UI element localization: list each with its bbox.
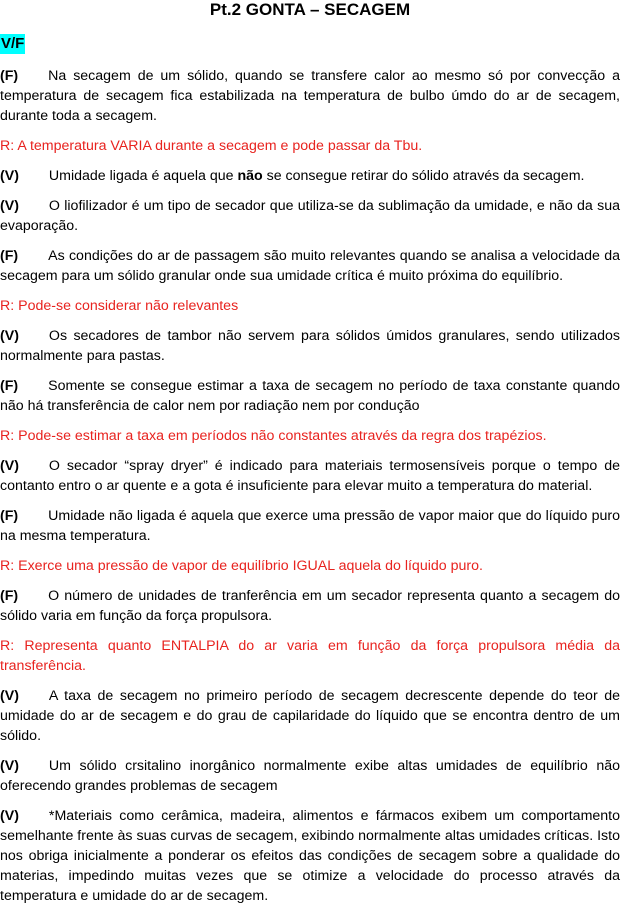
statement-4 xyxy=(0,246,620,286)
statement-mark: (F) xyxy=(0,248,19,264)
statement-8 xyxy=(0,506,620,546)
statement-mark: (V) xyxy=(0,688,19,704)
statement-text: Umidade não ligada é aquela que exerce uma pressão de vapor maior que do líquido puro na mesma temperatura. xyxy=(0,508,620,544)
statement-6 xyxy=(0,376,620,416)
statement-text: Na secagem de um sólido, quando se transfere calor ao mesmo só por convecção a temperatura de secagem fica estabilizada na temperatura de bulbo úmdo do ar de secagem, durante toda a secagem. xyxy=(0,68,620,124)
statement-text-before: Umidade ligada é aquela que xyxy=(48,168,238,184)
statement-mark: (F) xyxy=(0,508,19,524)
page-title: Pt.2 GONTA – SECAGEM xyxy=(209,0,411,19)
statement-mark: (V) xyxy=(0,458,19,474)
statement-text: O secador “spray dryer” é indicado para materiais termosensíveis porque o tempo de contanto entro o ar quente e a gota é insuficiente para elevar muito a temperatura do material. xyxy=(0,458,620,494)
answer-8: R: Exerce uma pressão de vapor de equilíbrio IGUAL aquela do líquido puro. xyxy=(0,558,483,574)
answer-6: R: Pode-se estimar a taxa em períodos não constantes através da regra dos trapézios. xyxy=(0,428,547,444)
answer-4: R: Pode-se considerar não relevantes xyxy=(0,298,239,314)
statement-3 xyxy=(0,196,620,236)
statement-text: Somente se consegue estimar a taxa de secagem no período de taxa constante quando não há transferência de calor nem por radiação nem por condução xyxy=(0,378,620,414)
statement-text: A taxa de secagem no primeiro período de secagem decrescente depende do teor de umidade do ar de secagem e do grau de capilaridade do líquido que se encontra dentro de um sólido. xyxy=(0,688,620,744)
statement-text: Os secadores de tambor não servem para sólidos úmidos granulares, sendo utilizados normalmente para pastas. xyxy=(0,328,620,364)
answer-1: R: A temperatura VARIA durante a secagem e pode passar da Tbu. xyxy=(0,138,423,154)
statement-mark: (V) xyxy=(0,758,19,774)
statement-text: O liofilizador é um tipo de secador que utiliza-se da sublimação da umidade, e não da sua evaporação. xyxy=(0,198,620,234)
statement-mark: (F) xyxy=(0,68,19,84)
statement-text-after: se consegue retirar do sólido através da secagem. xyxy=(262,168,585,184)
statement-2 xyxy=(0,166,620,186)
statement-mark: (V) xyxy=(0,328,19,344)
statement-mark: (F) xyxy=(0,588,19,604)
statement-text: O número de unidades de tranferência em um secador representa quanto a secagem do sólido varia em função da força propulsora. xyxy=(0,588,620,624)
statement-text: Um sólido crsitalino inorgânico normalmente exibe altas umidades de equilíbrio não oferecendo grandes problemas de secagem xyxy=(0,758,620,794)
section-label-vf: V/F xyxy=(1,35,25,52)
statement-mark: (V) xyxy=(0,198,19,214)
statement-5 xyxy=(0,326,620,366)
statement-text: As condições do ar de passagem são muito relevantes quando se analisa a velocidade da secagem para um sólido granular onde sua umidade crítica é muito próxima do equilíbrio. xyxy=(0,248,620,284)
statement-7 xyxy=(0,456,620,496)
statement-11 xyxy=(0,756,620,796)
statement-12 xyxy=(0,806,620,906)
answer-9: R: Representa quanto ENTALPIA do ar varia em função da força propulsora média da transferência. xyxy=(0,638,620,674)
statement-mark: (F) xyxy=(0,378,19,394)
statement-9 xyxy=(0,586,620,626)
statement-mark: (V) xyxy=(0,808,19,824)
statement-mark: (V) xyxy=(0,168,19,184)
statement-text-bold: não xyxy=(237,168,263,184)
statement-1 xyxy=(0,66,620,126)
statement-10 xyxy=(0,686,620,746)
statement-text: *Materiais como cerâmica, madeira, alimentos e fármacos exibem um comportamento semelhante frente às suas curvas de secagem, exibindo normalmente altas umidades críticas. Isto nos obriga inicialmente a ponderar os efeitos das condições de secagem sobre a qualidade do materias, impedindo muitas vezes que se otimize a velocidade do processo através da temperatura e umidade do ar de secagem. xyxy=(0,808,620,904)
